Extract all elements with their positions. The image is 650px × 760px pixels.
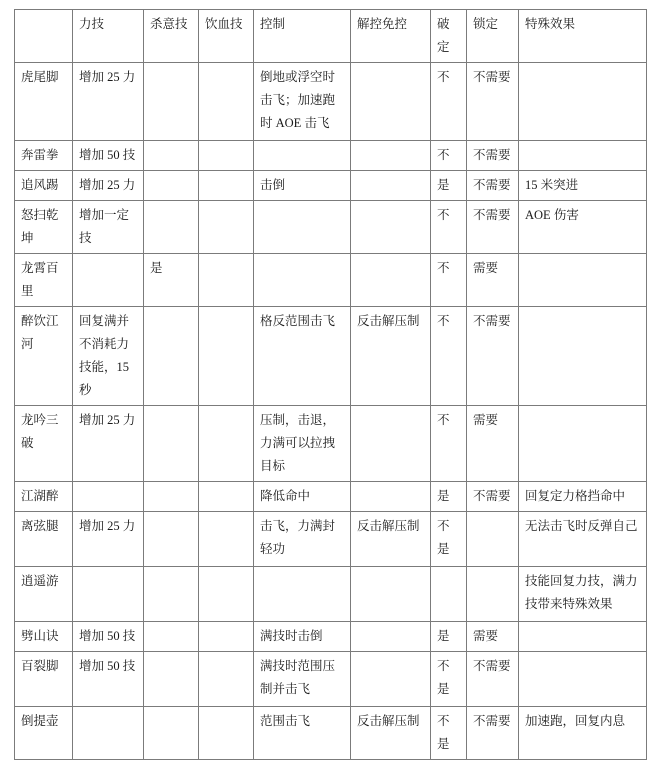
table-body (15, 63, 647, 760)
cell-blood (199, 567, 254, 622)
cell-kill (144, 201, 199, 254)
cell-free (351, 482, 431, 512)
cell-control: 满技时范围压制并击飞 (254, 652, 351, 707)
cell-kill (144, 622, 199, 652)
cell-kill (144, 141, 199, 171)
cell-special (519, 307, 647, 406)
cell-skill-name: 百裂脚 (15, 652, 73, 707)
cell-control (254, 201, 351, 254)
cell-break: 不是 (431, 512, 467, 567)
cell-blood (199, 171, 254, 201)
cell-control (254, 254, 351, 307)
cell-skill-name: 劈山诀 (15, 622, 73, 652)
cell-break (431, 567, 467, 622)
table-header-row (15, 10, 647, 63)
cell-lock: 不需要 (467, 307, 519, 406)
cell-blood (199, 707, 254, 760)
cell-skill-name: 虎尾脚 (15, 63, 73, 141)
cell-break: 是 (431, 622, 467, 652)
cell-blood (199, 201, 254, 254)
cell-free: 反击解压制 (351, 512, 431, 567)
cell-kill (144, 171, 199, 201)
cell-lock: 不需要 (467, 652, 519, 707)
cell-power (73, 707, 144, 760)
cell-break: 不 (431, 406, 467, 482)
table-row (15, 512, 647, 567)
cell-power: 增加 50 技 (73, 652, 144, 707)
table-row (15, 63, 647, 141)
cell-free (351, 141, 431, 171)
cell-special (519, 63, 647, 141)
cell-skill-name: 追风踢 (15, 171, 73, 201)
skill-attributes-table (14, 9, 647, 760)
cell-blood (199, 141, 254, 171)
cell-special: 回复定力格挡命中 (519, 482, 647, 512)
cell-break: 不 (431, 307, 467, 406)
cell-power: 增加 25 力 (73, 512, 144, 567)
table-row (15, 406, 647, 482)
cell-skill-name: 倒提壶 (15, 707, 73, 760)
cell-blood (199, 406, 254, 482)
table-row (15, 201, 647, 254)
cell-special (519, 406, 647, 482)
column-header-lock: 锁定 (467, 10, 519, 63)
cell-control: 范围击飞 (254, 707, 351, 760)
column-header-power: 力技 (73, 10, 144, 63)
cell-power: 增加 25 力 (73, 63, 144, 141)
table-row (15, 171, 647, 201)
cell-lock: 不需要 (467, 141, 519, 171)
cell-control: 倒地或浮空时击飞；加速跑时 AOE 击飞 (254, 63, 351, 141)
cell-power (73, 254, 144, 307)
cell-blood (199, 307, 254, 406)
cell-power: 增加 25 力 (73, 406, 144, 482)
cell-break: 不是 (431, 652, 467, 707)
cell-kill (144, 512, 199, 567)
cell-free: 反击解压制 (351, 707, 431, 760)
cell-break: 不 (431, 254, 467, 307)
cell-skill-name: 龙霄百里 (15, 254, 73, 307)
cell-kill (144, 652, 199, 707)
cell-control: 格反范围击飞 (254, 307, 351, 406)
cell-power: 回复满并不消耗力技能，15 秒 (73, 307, 144, 406)
table-row (15, 254, 647, 307)
cell-kill (144, 307, 199, 406)
table-row (15, 652, 647, 707)
cell-control: 降低命中 (254, 482, 351, 512)
column-header-control: 控制 (254, 10, 351, 63)
cell-lock (467, 512, 519, 567)
cell-break: 是 (431, 482, 467, 512)
cell-special: AOE 伤害 (519, 201, 647, 254)
cell-skill-name: 离弦腿 (15, 512, 73, 567)
column-header-blood: 饮血技 (199, 10, 254, 63)
cell-power: 增加 50 技 (73, 622, 144, 652)
cell-lock: 需要 (467, 622, 519, 652)
cell-special: 加速跑，回复内息 (519, 707, 647, 760)
table-header (15, 10, 647, 63)
column-header-name (15, 10, 73, 63)
table-row (15, 482, 647, 512)
cell-lock: 不需要 (467, 201, 519, 254)
cell-kill (144, 567, 199, 622)
cell-special: 15 米突进 (519, 171, 647, 201)
cell-break: 不 (431, 141, 467, 171)
cell-free (351, 567, 431, 622)
cell-lock (467, 567, 519, 622)
cell-free (351, 171, 431, 201)
cell-special (519, 652, 647, 707)
cell-blood (199, 652, 254, 707)
table-row (15, 707, 647, 760)
table-row (15, 141, 647, 171)
cell-control (254, 141, 351, 171)
cell-control: 满技时击倒 (254, 622, 351, 652)
cell-special (519, 141, 647, 171)
cell-kill: 是 (144, 254, 199, 307)
cell-lock: 需要 (467, 406, 519, 482)
cell-skill-name: 奔雷拳 (15, 141, 73, 171)
cell-blood (199, 482, 254, 512)
cell-free (351, 622, 431, 652)
cell-special (519, 254, 647, 307)
cell-free (351, 254, 431, 307)
table-row (15, 567, 647, 622)
cell-lock: 不需要 (467, 482, 519, 512)
cell-free (351, 63, 431, 141)
column-header-kill: 杀意技 (144, 10, 199, 63)
cell-control: 击飞，力满封轻功 (254, 512, 351, 567)
cell-blood (199, 512, 254, 567)
cell-skill-name: 怒扫乾坤 (15, 201, 73, 254)
cell-blood (199, 622, 254, 652)
cell-break: 不 (431, 63, 467, 141)
cell-power: 增加 25 力 (73, 171, 144, 201)
cell-blood (199, 63, 254, 141)
cell-kill (144, 707, 199, 760)
cell-power (73, 567, 144, 622)
table-row (15, 622, 647, 652)
cell-free (351, 652, 431, 707)
column-header-special: 特殊效果 (519, 10, 647, 63)
cell-lock: 不需要 (467, 171, 519, 201)
cell-free (351, 201, 431, 254)
cell-lock: 不需要 (467, 707, 519, 760)
cell-skill-name: 醉饮江河 (15, 307, 73, 406)
column-header-free: 解控免控 (351, 10, 431, 63)
cell-free: 反击解压制 (351, 307, 431, 406)
cell-break: 不是 (431, 707, 467, 760)
cell-power: 增加 50 技 (73, 141, 144, 171)
cell-lock: 不需要 (467, 63, 519, 141)
cell-lock: 需要 (467, 254, 519, 307)
cell-kill (144, 63, 199, 141)
cell-skill-name: 龙吟三破 (15, 406, 73, 482)
cell-special: 无法击飞时反弹自己 (519, 512, 647, 567)
cell-control: 击倒 (254, 171, 351, 201)
cell-kill (144, 482, 199, 512)
cell-skill-name: 江湖醉 (15, 482, 73, 512)
cell-special: 技能回复力技，满力技带来特殊效果 (519, 567, 647, 622)
table-row (15, 307, 647, 406)
cell-control (254, 567, 351, 622)
cell-break: 是 (431, 171, 467, 201)
cell-free (351, 406, 431, 482)
cell-power: 增加一定技 (73, 201, 144, 254)
cell-kill (144, 406, 199, 482)
cell-control: 压制，击退，力满可以拉拽目标 (254, 406, 351, 482)
cell-break: 不 (431, 201, 467, 254)
cell-skill-name: 逍遥游 (15, 567, 73, 622)
cell-power (73, 482, 144, 512)
column-header-break: 破定 (431, 10, 467, 63)
cell-special (519, 622, 647, 652)
cell-blood (199, 254, 254, 307)
